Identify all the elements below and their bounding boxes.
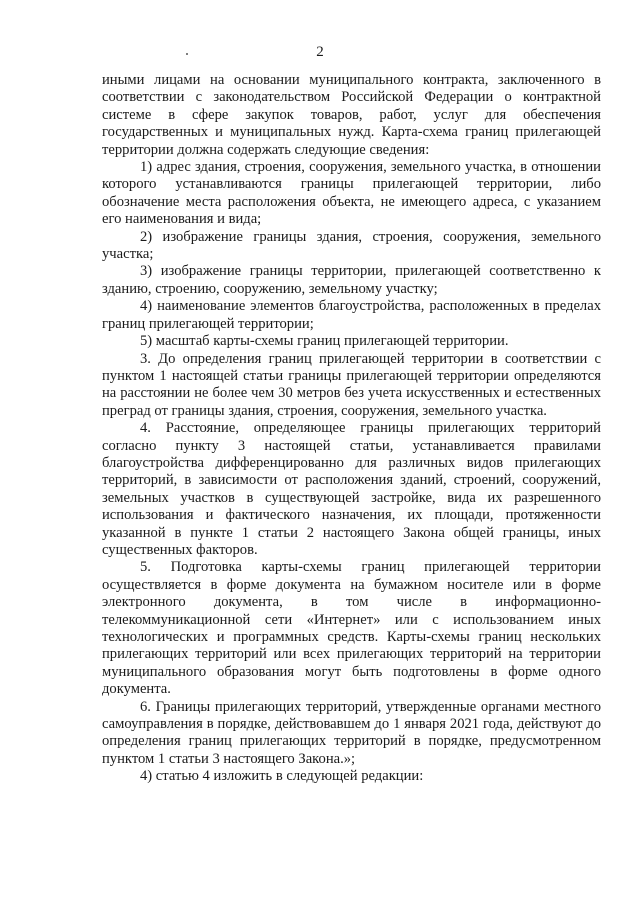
list-item-2: 2) изображение границы здания, строения, сооружения, земельного участка; <box>102 228 601 263</box>
list-item-5: 5) масштаб карты-схемы границ прилегающей территории. <box>140 333 509 350</box>
clause-4: 4. Расстояние, определяющее границы прилегающих территорий согласно пункту 3 настоящей статьи, устанавливается правилами благоустройства дифференцированно для различных видов прилегающих территорий, в зависимости от расположения зданий, строений, сооружений, земельных участков в существующей застройке, вида их разрешенного использования и фактического назначения, их площади, протяженности указанной в пункте 1 статьи 2 настоящего Закона общей границы, иных существенных факторов. <box>102 420 601 558</box>
list-item-4: 4) наименование элементов благоустройства, расположенных в пределах границ прилегающей территории; <box>102 298 601 332</box>
page-number: 2 <box>316 44 324 60</box>
amendment-item-4: 4) статью 4 изложить в следующей редакции: <box>140 768 424 785</box>
document-body <box>102 72 601 786</box>
clause-5: 5. Подготовка карты-схемы границ прилегающей территории осуществляется в форме документа на бумажном носителе или в форме электронного документа, в том числе в информационно-телекоммуникационной сети «Интернет» или с использованием иных технологических и программных средств. Карты-схемы границ нескольких прилегающих территорий или всех прилегающих территорий на территории муниципального образования могут быть подготовлены в форме одного документа. <box>102 559 601 698</box>
clause-6: 6. Границы прилегающих территорий, утвержденные органами местного самоуправления в порядке, действовавшем до 1 января 2021 года, действуют до определения границ прилегающих территорий в порядке, предусмотренном пунктом 1 статьи 3 настоящего Закона.»; <box>102 698 601 767</box>
paragraph-continuation: иными лицами на основании муниципального контракта, заключенного в соответствии с законодательством Российской Федерации о контрактной системе в сфере закупок товаров, работ, услуг для обеспечения государственных и муниципальных нужд. Карта-схема границ прилегающей территории должна содержать следующие сведения: <box>102 72 601 158</box>
list-item-3: 3) изображение границы территории, прилегающей соответственно к зданию, строению, сооружению, земельному участку; <box>102 263 601 297</box>
clause-3: 3. До определения границ прилегающей территории в соответствии с пунктом 1 настоящей статьи границы прилегающей территории определяются на расстоянии не более чем 30 метров без учета искусственных и естественных преград от границы здания, строения, сооружения, земельного участка. <box>102 350 601 419</box>
list-item-1: 1) адрес здания, строения, сооружения, земельного участка, в отношении которого устанавливаются границы прилегающей территории, либо обозначение места расположения объекта, не имеющего адреса, с указанием его наименования и вида; <box>102 159 601 228</box>
scan-dot <box>186 53 188 55</box>
